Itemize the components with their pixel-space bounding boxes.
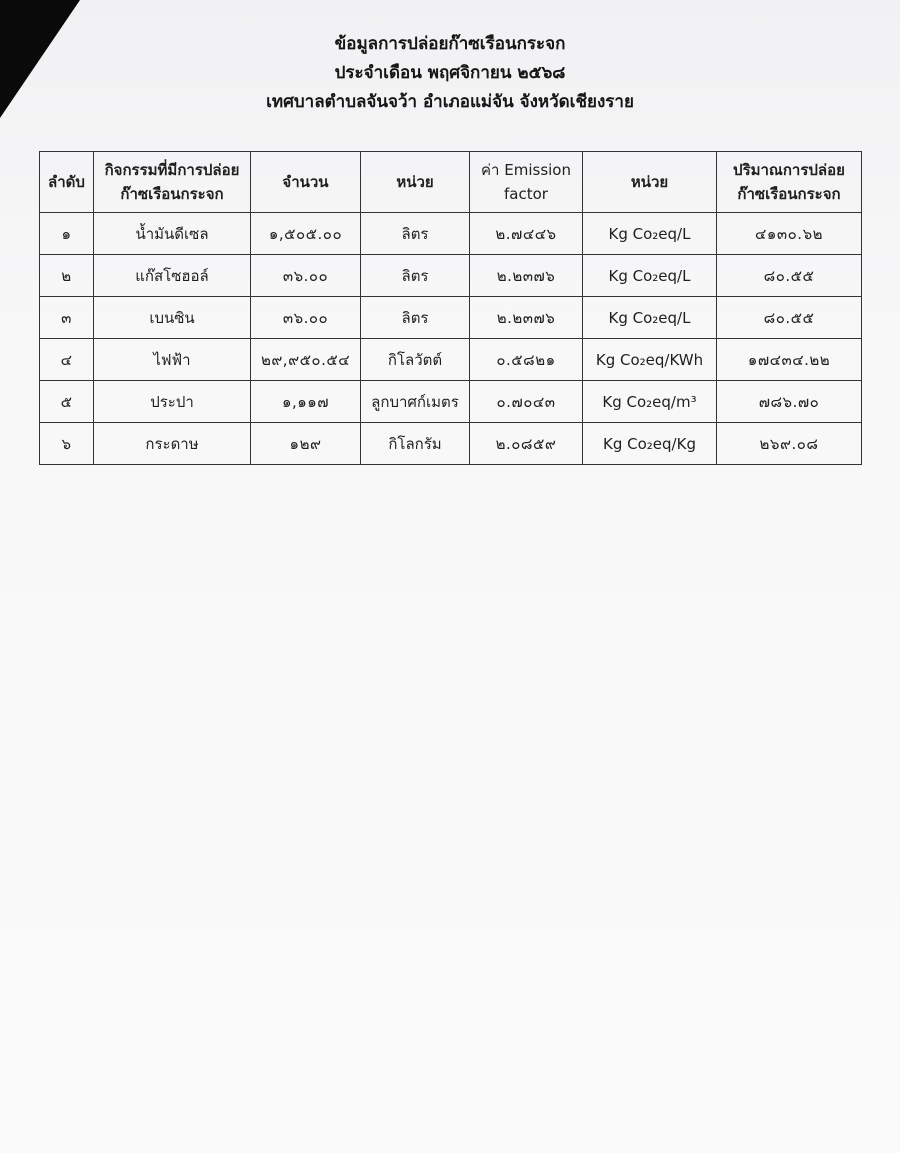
cell-unit: กิโลกรัม [361, 423, 470, 465]
header-no: ลำดับ [40, 152, 94, 213]
emission-table [39, 151, 862, 465]
header-ef-unit: หน่วย [583, 152, 717, 213]
cell-emission-amount: ๔๑๓๐.๖๒ [717, 213, 862, 255]
cell-unit: ลูกบาศก์เมตร [361, 381, 470, 423]
header-emission-amount: ปริมาณการปล่อย ก๊าซเรือนกระจก [717, 152, 862, 213]
cell-emission-amount: ๑๗๔๓๔.๒๒ [717, 339, 862, 381]
cell-emission-factor: ๐.๕๘๒๑ [470, 339, 583, 381]
table-header-row [40, 152, 862, 213]
document-organization: เทศบาลตำบลจันจว้า อำเภอแม่จัน จังหวัดเชียงราย [266, 92, 634, 112]
cell-ef-unit: Kg Co₂eq/KWh [583, 339, 717, 381]
cell-activity: ไฟฟ้า [94, 339, 251, 381]
cell-no: ๔ [40, 339, 94, 381]
cell-no: ๒ [40, 255, 94, 297]
cell-activity: แก๊สโซฮอล์ [94, 255, 251, 297]
cell-emission-amount: ๗๘๖.๗๐ [717, 381, 862, 423]
header-activity: กิจกรรมที่มีการปล่อย ก๊าซเรือนกระจก [94, 152, 251, 213]
cell-no: ๑ [40, 213, 94, 255]
header-unit: หน่วย [361, 152, 470, 213]
cell-ef-unit: Kg Co₂eq/L [583, 255, 717, 297]
document-title: ข้อมูลการปล่อยก๊าซเรือนกระจก [334, 34, 566, 54]
document-header [0, 30, 900, 117]
cell-no: ๓ [40, 297, 94, 339]
cell-ef-unit: Kg Co₂eq/Kg [583, 423, 717, 465]
cell-ef-unit: Kg Co₂eq/L [583, 297, 717, 339]
table-row [40, 255, 862, 297]
table-row [40, 423, 862, 465]
cell-emission-amount: ๒๖๙.๐๘ [717, 423, 862, 465]
table-row [40, 297, 862, 339]
cell-amount: ๑๒๙ [251, 423, 361, 465]
cell-no: ๕ [40, 381, 94, 423]
cell-emission-factor: ๐.๗๐๔๓ [470, 381, 583, 423]
cell-emission-factor: ๒.๐๘๕๙ [470, 423, 583, 465]
cell-activity: น้ำมันดีเซล [94, 213, 251, 255]
table-row [40, 381, 862, 423]
cell-unit: ลิตร [361, 255, 470, 297]
cell-unit: ลิตร [361, 297, 470, 339]
cell-amount: ๑,๕๐๕.๐๐ [251, 213, 361, 255]
table-row [40, 213, 862, 255]
cell-amount: ๑,๑๑๗ [251, 381, 361, 423]
cell-unit: กิโลวัตต์ [361, 339, 470, 381]
cell-ef-unit: Kg Co₂eq/m³ [583, 381, 717, 423]
header-amount: จำนวน [251, 152, 361, 213]
cell-activity: ประปา [94, 381, 251, 423]
cell-emission-factor: ๒.๗๔๔๖ [470, 213, 583, 255]
table-row [40, 339, 862, 381]
cell-emission-amount: ๘๐.๕๕ [717, 297, 862, 339]
cell-activity: กระดาษ [94, 423, 251, 465]
cell-no: ๖ [40, 423, 94, 465]
cell-emission-amount: ๘๐.๕๕ [717, 255, 862, 297]
cell-amount: ๓๖.๐๐ [251, 255, 361, 297]
header-emission-factor: ค่า Emission factor [470, 152, 583, 213]
cell-emission-factor: ๒.๒๓๗๖ [470, 255, 583, 297]
cell-unit: ลิตร [361, 213, 470, 255]
cell-emission-factor: ๒.๒๓๗๖ [470, 297, 583, 339]
cell-activity: เบนซิน [94, 297, 251, 339]
cell-amount: ๓๖.๐๐ [251, 297, 361, 339]
cell-amount: ๒๙,๙๕๐.๕๔ [251, 339, 361, 381]
document-month: ประจำเดือน พฤศจิกายน ๒๕๖๘ [334, 63, 566, 83]
cell-ef-unit: Kg Co₂eq/L [583, 213, 717, 255]
